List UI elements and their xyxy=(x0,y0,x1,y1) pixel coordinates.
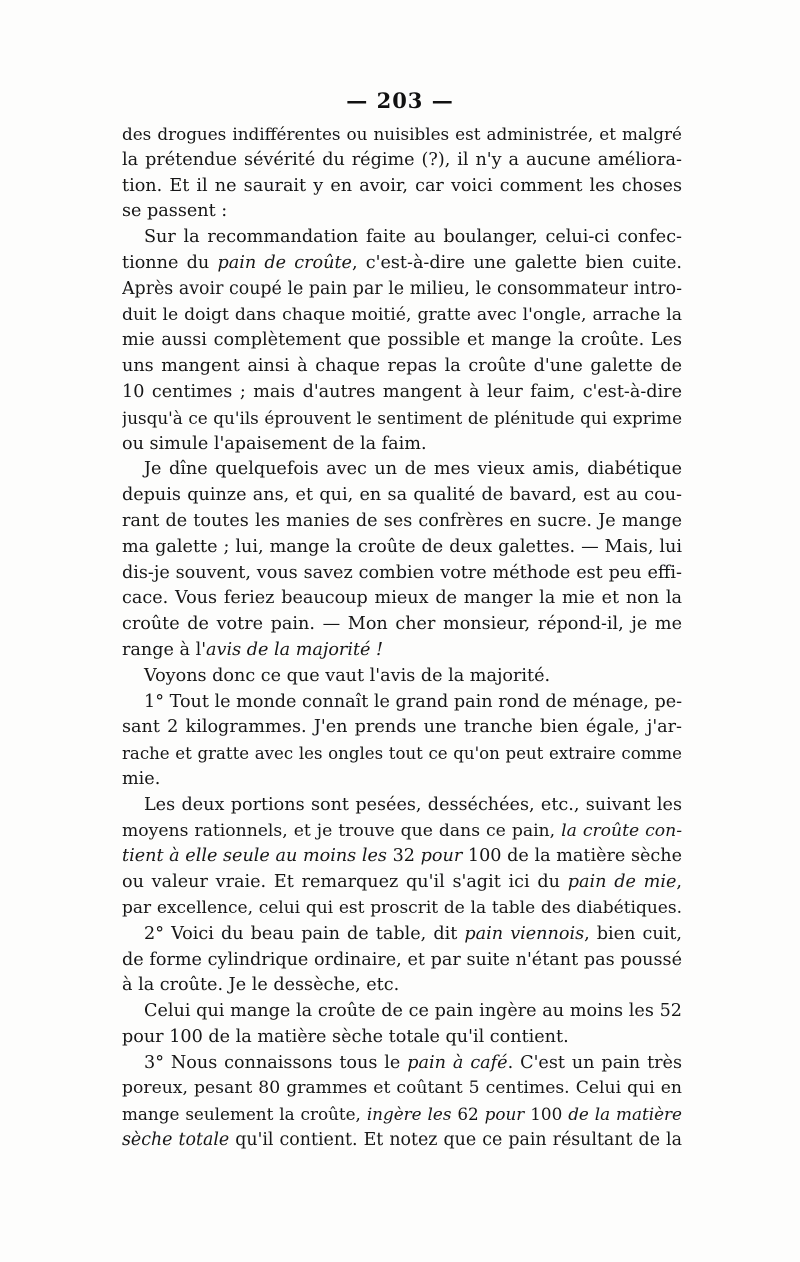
text-run: , c'est-à-dire une galette bien cuite. xyxy=(351,252,682,273)
text-line xyxy=(122,999,682,1025)
text-run: des drogues indifférentes ou nuisibles est administrée, et malgré xyxy=(122,124,682,144)
text-line xyxy=(122,612,682,638)
text-line xyxy=(122,457,682,483)
text-run: dis-je souvent, vous savez combien votre méthode est peu effi- xyxy=(122,562,682,583)
italic-text: de la matière xyxy=(568,1104,682,1125)
body-text xyxy=(122,122,682,1154)
text-line xyxy=(122,715,682,741)
text-run: 3° Nous connaissons tous le xyxy=(144,1052,408,1073)
text-run: 32 xyxy=(392,846,421,867)
text-run: 100 de la matière sèche xyxy=(467,846,682,867)
text-run: mange seulement la croûte, xyxy=(122,1104,367,1125)
text-line xyxy=(122,483,682,509)
text-run: 62 xyxy=(457,1104,485,1125)
italic-text: pour xyxy=(420,846,468,867)
italic-text: pain à café xyxy=(407,1052,508,1073)
text-line xyxy=(122,174,682,200)
page-number: — 203 — xyxy=(346,88,454,113)
italic-text: tient à elle seule au moins les xyxy=(122,846,393,867)
text-run: la prétendue sévérité du régime (?), il n'y a aucune améliora- xyxy=(122,149,682,170)
text-run: sant 2 kilogrammes. J'en prends une tranche bien égale, j'ar- xyxy=(122,717,682,738)
text-line xyxy=(122,1128,682,1154)
text-line xyxy=(122,870,682,896)
text-run: duit le doigt dans chaque moitié, gratte avec l'ongle, arrache la xyxy=(122,304,682,325)
text-line xyxy=(122,509,682,535)
text-run: 100 xyxy=(530,1104,569,1125)
italic-text: pain de croûte xyxy=(217,252,352,273)
text-line xyxy=(122,251,682,277)
text-run: de forme cylindrique ordinaire, et par suite n'étant pas poussé xyxy=(122,949,682,970)
text-run: depuis quinze ans, et qui, en sa qualité de bavard, est au cou- xyxy=(122,485,682,506)
text-line xyxy=(122,225,682,251)
text-run: tionne du xyxy=(122,252,218,273)
italic-text: la croûte con- xyxy=(561,820,682,841)
text-run: , xyxy=(676,872,682,893)
text-line xyxy=(122,535,682,561)
text-line xyxy=(122,793,682,819)
text-line xyxy=(122,354,682,380)
italic-text: ingère les xyxy=(366,1104,458,1125)
text-line xyxy=(122,664,682,690)
text-line xyxy=(122,561,682,587)
text-line xyxy=(122,148,682,174)
text-run: par excellence, celui qui est proscrit de la table des diabétiques. xyxy=(122,897,682,918)
text-run: jusqu'à ce qu'ils éprouvent le sentiment de plénitude qui exprime xyxy=(122,407,682,428)
text-run: . C'est un pain très xyxy=(507,1052,682,1073)
text-run: à la croûte. Je le dessèche, etc. xyxy=(122,975,400,996)
text-line xyxy=(122,948,682,974)
text-run: rache et gratte avec les ongles tout ce qu'on peut extraire comme xyxy=(122,744,682,764)
italic-text: pain de mie xyxy=(567,872,677,893)
text-run: ou simule l'apaisement de la faim. xyxy=(122,433,427,454)
text-run: moyens rationnels, et je trouve que dans ce pain, xyxy=(122,820,562,841)
text-line xyxy=(122,819,682,845)
text-run: ou valeur vraie. Et remarquez qu'il s'agit ici du xyxy=(122,872,568,893)
text-run: Je dîne quelquefois avec un de mes vieux amis, diabétique xyxy=(144,459,682,480)
text-line xyxy=(122,1025,682,1051)
text-line xyxy=(122,328,682,354)
text-line xyxy=(122,922,682,948)
text-run: mie aussi complètement que possible et mange la croûte. Les xyxy=(122,330,682,351)
text-run: 2° Voici du beau pain de table, dit xyxy=(144,923,465,944)
text-line xyxy=(122,638,682,664)
text-run: uns mangent ainsi à chaque repas la croûte d'une galette de xyxy=(122,356,682,377)
text-line xyxy=(122,767,682,793)
text-line xyxy=(122,1051,682,1077)
text-line xyxy=(122,199,682,225)
text-line xyxy=(122,586,682,612)
text-run: Voyons donc ce que vaut l'avis de la majorité. xyxy=(144,665,551,686)
text-run: rant de toutes les manies de ses confrères en sucre. Je mange xyxy=(122,510,682,531)
text-run: 10 centimes ; mais d'autres mangent à leur faim, c'est-à-dire xyxy=(122,381,682,402)
text-run: mie. xyxy=(122,768,161,789)
text-run: , bien cuit, xyxy=(584,923,682,944)
text-run: Sur la recommandation faite au boulanger, celui-ci confec- xyxy=(144,227,682,248)
text-line xyxy=(122,973,682,999)
text-run: Celui qui mange la croûte de ce pain ingère au moins les 52 xyxy=(144,1001,682,1022)
text-run: Les deux portions sont pesées, desséchées, etc., suivant les xyxy=(144,794,682,815)
text-run: cace. Vous feriez beaucoup mieux de manger la mie et non la xyxy=(122,588,682,609)
text-line xyxy=(122,690,682,716)
italic-text: sèche totale xyxy=(122,1130,230,1151)
text-run: croûte de votre pain. — Mon cher monsieur, répond-il, je me xyxy=(122,614,682,635)
text-run: se passent : xyxy=(122,201,228,222)
italic-text: pour xyxy=(484,1104,531,1125)
text-line xyxy=(122,303,682,329)
text-line xyxy=(122,844,682,870)
text-line xyxy=(122,1102,682,1128)
text-run: Après avoir coupé le pain par le milieu, le consommateur intro- xyxy=(122,278,682,299)
text-line xyxy=(122,406,682,432)
text-line xyxy=(122,380,682,406)
text-run: qu'il contient. Et notez que ce pain résultant de la xyxy=(229,1130,682,1151)
text-run: range à l' xyxy=(122,639,207,660)
text-line xyxy=(122,741,682,767)
text-line xyxy=(122,277,682,303)
text-line xyxy=(122,122,682,148)
text-line xyxy=(122,896,682,922)
text-run: poreux, pesant 80 grammes et coûtant 5 centimes. Celui qui en xyxy=(122,1078,682,1099)
text-line xyxy=(122,432,682,458)
text-run: ma galette ; lui, mange la croûte de deux galettes. — Mais, lui xyxy=(122,536,682,557)
italic-text: pain viennois xyxy=(464,923,585,944)
text-line xyxy=(122,1076,682,1102)
text-run: tion. Et il ne saurait y en avoir, car voici comment les choses xyxy=(122,175,682,196)
italic-text: avis de la majorité ! xyxy=(206,639,384,660)
text-run: 1° Tout le monde connaît le grand pain rond de ménage, pe- xyxy=(144,691,682,712)
text-run: pour 100 de la matière sèche totale qu'il contient. xyxy=(122,1026,569,1047)
